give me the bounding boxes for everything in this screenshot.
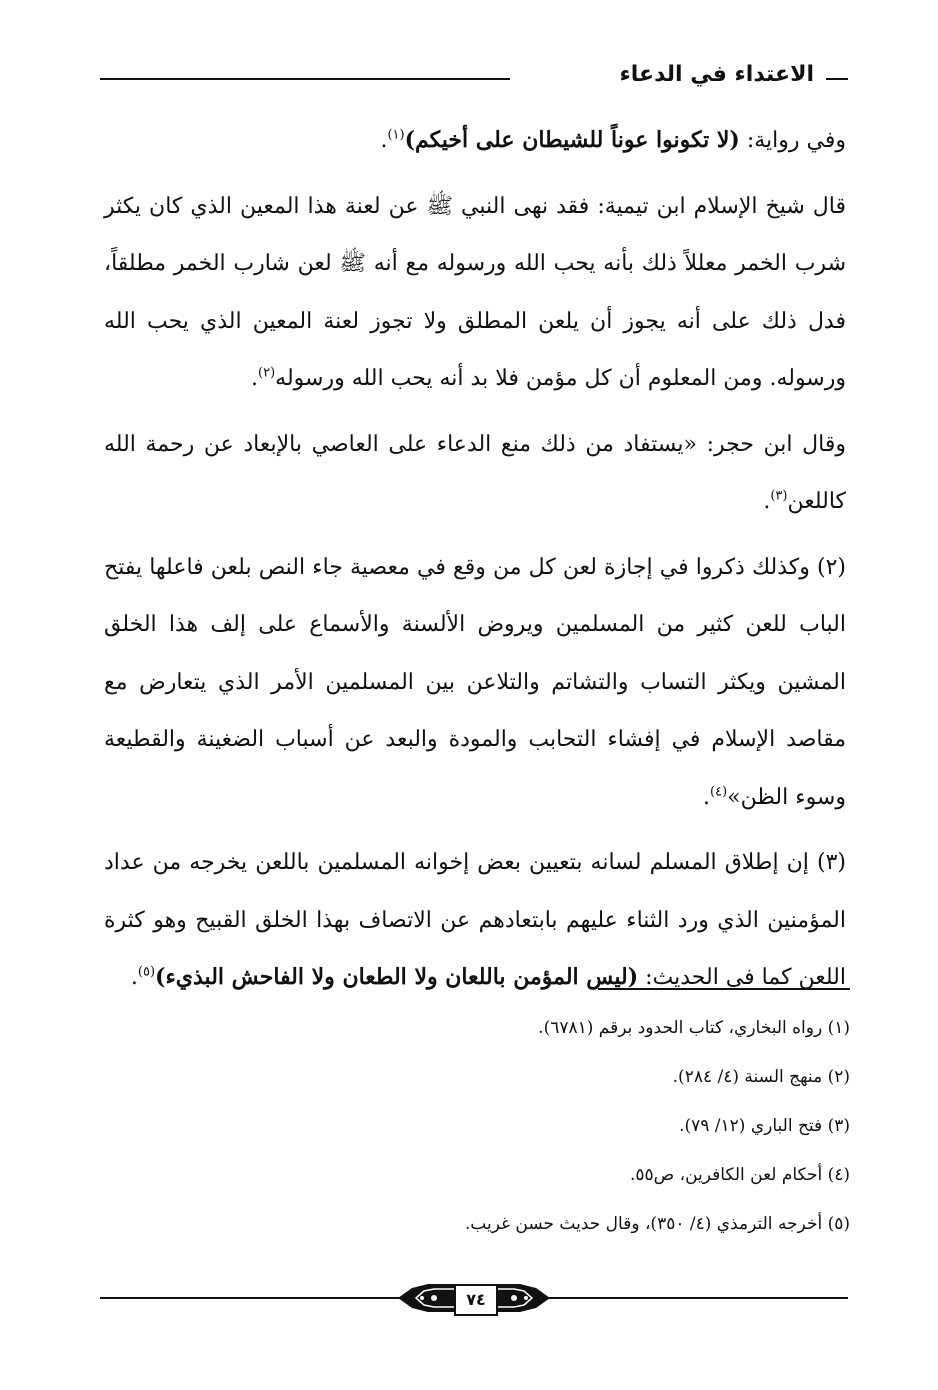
p3-end: . bbox=[763, 489, 771, 514]
footnote-ref-4: (٤) bbox=[710, 784, 728, 800]
running-title: الاعتداء في الدعاء bbox=[619, 62, 814, 87]
footnote-ref-5: (٥) bbox=[137, 964, 156, 980]
p5-text: (٣) إن إطلاق المسلم لسانه بتعيين بعض إخوانه المسلمين باللعن يخرجه من عداد المؤمنين الذي ورد الثناء عليهم بابتعادهم عن الاتصاف بهذا الخلق القبيح وهو كثرة اللعن كما في الحديث: bbox=[104, 850, 846, 990]
p3-text: وقال ابن حجر: «يستفاد من ذلك منع الدعاء على العاصي بالإبعاد عن رحمة الله كاللعن bbox=[104, 431, 846, 514]
footnote-4: (٤) أحكام لعن الكافرين، ص٥٥. bbox=[629, 1165, 850, 1185]
header-rule-left bbox=[100, 78, 510, 80]
footer-rule-left bbox=[100, 1297, 410, 1299]
footer-rule-right bbox=[538, 1297, 848, 1299]
running-header bbox=[100, 62, 848, 92]
footnotes bbox=[110, 1004, 850, 1249]
page-number: ٧٤ bbox=[454, 1284, 498, 1316]
page-footer bbox=[100, 1278, 848, 1318]
p1-end: . bbox=[380, 128, 388, 153]
paragraph-5 bbox=[104, 834, 846, 1007]
header-rule-right bbox=[826, 78, 848, 80]
p4-text: (٢) وكذلك ذكروا في إجازة لعن كل من وقع في معصية جاء النص بلعن فاعلها يفتح الباب للعن كثير من المسلمين ويروض الألسنة والأسماع على إلف هذا الخلق المشين ويكثر التساب والتشاتم والتلاعن بين المسلمين الأمر الذي يتعارض مع مقاصد الإسلام في إفشاء التحابب والمودة والبعد عن أسباب الضغينة والقطيعة وسوء الظن» bbox=[104, 554, 846, 810]
footnote-ref-3: (٣) bbox=[770, 488, 788, 504]
footnote-1: (١) رواه البخاري، كتاب الحدود برقم (٦٧٨١). bbox=[538, 1018, 850, 1038]
paragraph-1 bbox=[104, 112, 846, 170]
p1-intro: وفي رواية: bbox=[739, 128, 846, 153]
footnote-5: (٥) أخرجه الترمذي (٤/ ٣٥٠)، وقال حديث حسن غريب. bbox=[464, 1214, 850, 1234]
p4-end: . bbox=[703, 784, 711, 810]
p2-text: قال شيخ الإسلام ابن تيمية: فقد نهى النبي ﷺ عن لعنة هذا المعين الذي كان يكثر شرب الخمر معللاً ذلك بأنه يحب الله ورسوله مع أنه ﷺ لعن شارب الخمر مطلقاً، فدل ذلك على أنه يجوز أن يلعن المطلق ولا تجوز لعنة المعين الذي يحب الله ورسوله. ومن المعلوم أن كل مؤمن فلا بد أنه يحب الله ورسوله bbox=[104, 193, 846, 391]
paragraph-3 bbox=[104, 416, 846, 531]
p5-end: . bbox=[130, 965, 138, 990]
footnote-separator bbox=[598, 988, 850, 990]
paragraph-2 bbox=[104, 178, 846, 408]
p2-end: . bbox=[251, 366, 259, 391]
footnote-3: (٣) فتح الباري (١٢/ ٧٩). bbox=[679, 1116, 850, 1136]
paragraph-4 bbox=[104, 539, 846, 827]
hadith-quote-1: (لا تكونوا عوناً للشيطان على أخيكم) bbox=[404, 127, 740, 153]
footnote-ref-2: (٢) bbox=[258, 365, 276, 381]
main-text bbox=[104, 112, 846, 1015]
hadith-quote-2: (ليس المؤمن باللعان ولا الطعان ولا الفاحش البذيء) bbox=[155, 964, 639, 990]
footnote-2: (٢) منهج السنة (٤/ ٢٨٤). bbox=[672, 1067, 850, 1087]
footnote-ref-1: (١) bbox=[387, 127, 405, 143]
